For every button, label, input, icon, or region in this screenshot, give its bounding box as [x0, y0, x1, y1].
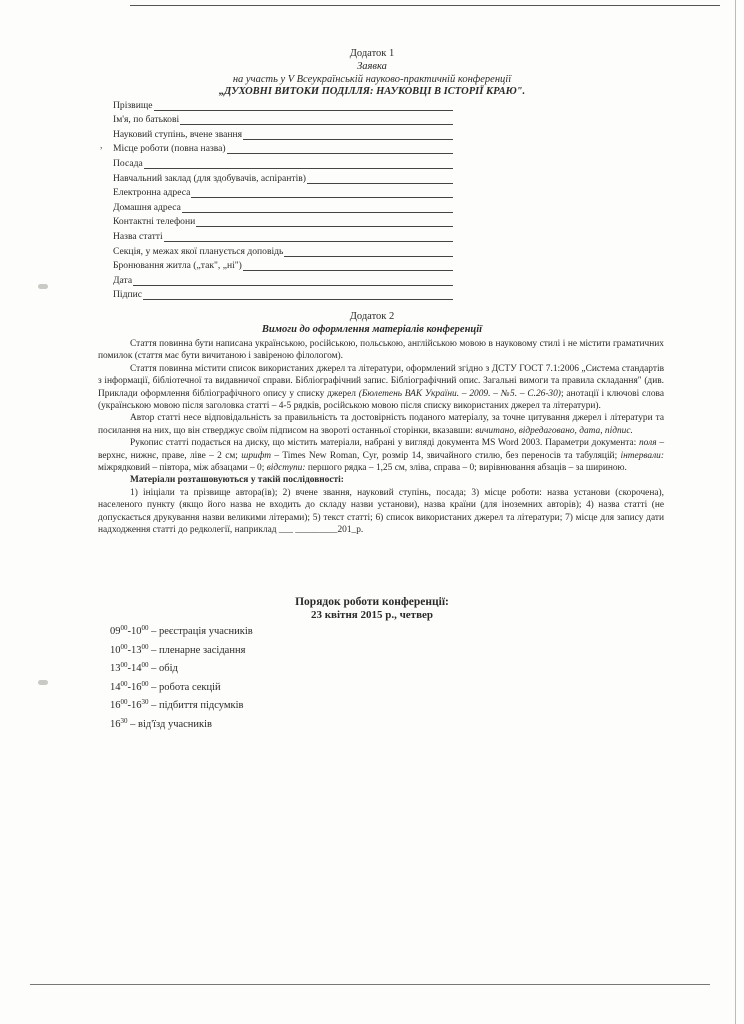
form-fill-line: [307, 174, 453, 184]
form-label: Посада: [113, 157, 143, 169]
form-fill-line: [182, 203, 453, 213]
time-hour: 16: [131, 700, 142, 712]
time-hour: 14: [110, 681, 121, 693]
form-row: [113, 242, 453, 257]
scan-mark: ,: [100, 140, 103, 151]
schedule-activity: – робота секцій: [148, 681, 221, 693]
schedule-activity: – підбиття підсумків: [148, 700, 244, 712]
punch-hole-mark: [38, 680, 48, 685]
schedule-item: $16^{00}-16^{30}$ – підбиття підсумків: [110, 698, 244, 712]
form-row: [113, 154, 453, 169]
form-row: [113, 198, 453, 213]
paragraph-text: Стаття повинна містити список використаних джерел та літератури, оформлений згідно з ДСТУ ГОСТ 7.1:2006 „Система стандартів з інформації, бібліотечної та видавничої справи. Бібліографічний запис. Бібліографічний опис. Загальні вимоги та правила складання" (див. Приклади оформлення бібліографічного опису у списку джерел: [98, 363, 664, 399]
time-hour: 09: [110, 626, 121, 637]
time-minutes: 00: [120, 624, 128, 632]
scan-top-edge: [130, 5, 720, 6]
form-label: Електронна адреса: [113, 187, 191, 199]
form-fill-line: [143, 290, 453, 300]
time-hour: 14: [131, 663, 142, 675]
form-label: Бронювання житла („так", „ні"): [113, 260, 242, 272]
time-hour: 16: [110, 700, 121, 712]
form-fill-line: [227, 144, 453, 154]
time-minutes: 00: [120, 642, 128, 651]
schedule-activity: – обід: [148, 663, 178, 675]
time-minutes: 00: [141, 661, 149, 670]
time-hour: 10: [131, 626, 142, 637]
form-label: Контактні телефони: [113, 216, 196, 228]
time-hour: 13: [110, 663, 121, 675]
form-label: Секція, у межах якої планується доповідь: [113, 245, 284, 257]
form-row: [113, 227, 453, 242]
form-fill-line: [164, 232, 453, 242]
time-minutes: 00: [120, 698, 128, 707]
form-label: Місце роботи (повна назва): [113, 143, 226, 155]
appendix1-title: Заявка: [357, 61, 387, 72]
form-fill-line: [133, 276, 453, 286]
form-row: [113, 111, 453, 126]
requirement-paragraph: [98, 437, 664, 474]
requirement-paragraph: [98, 412, 664, 437]
schedule-activity: – реєстрація учасників: [148, 626, 253, 637]
emphasis-text: шрифт: [241, 450, 272, 461]
time-hour: 16: [110, 718, 121, 730]
form-fill-line: [144, 159, 453, 169]
form-row: [113, 286, 453, 301]
time-minutes: 00: [141, 624, 149, 632]
appendix1-label: Додаток 1: [349, 48, 395, 59]
time-minutes: 00: [141, 642, 149, 651]
form-fill-line: [243, 261, 453, 271]
sequence-heading: Матеріали розташовуються у такій послідовності:: [130, 475, 344, 486]
requirement-paragraph: 1) ініціали та прізвище автора(ів); 2) вчене звання, науковий ступінь, посада; 3) місце роботи: назва установи (скорочена), населеного пункту (якщо його назва не входить до складу назви установи), назва країни (для іноземних авторів); 4) назва статті (не допускається друкування назви великими літерами); 5) текст статті; 6) список використаних джерел та літератури; 7) місце для запису дати надходження статті до редколегії, наприклад ___ _________201_р.: [98, 487, 664, 536]
form-row: [113, 125, 453, 140]
form-row: [113, 169, 453, 184]
paragraph-text: Автор статті несе відповідальність за правильність та достовірність поданого матеріалу, за точне цитування джерел і літератури та посилання на них, що він стверджує своїм підписом на звороті останньої сторінки, вказавши:: [98, 413, 664, 436]
schedule-title: Порядок роботи конференції:: [295, 596, 449, 608]
form-fill-line: [180, 115, 453, 125]
form-label: Підпис: [113, 289, 143, 301]
time-minutes: 00: [120, 679, 128, 688]
requirement-paragraph: [98, 363, 664, 413]
form-label: Домашня адреса: [113, 201, 181, 213]
punch-hole-mark: [38, 284, 48, 289]
form-fill-line: [191, 188, 453, 198]
form-fill-line: [243, 130, 453, 140]
schedule-date: 23 квітня 2015 р., четвер: [310, 609, 434, 621]
schedule-list: [110, 621, 253, 733]
form-label: Прізвище: [113, 99, 153, 111]
requirement-paragraph: Стаття повинна бути написана українською, російською, польською, англійською мовою в науковому стилі і не містити граматичних помилок (стаття має бути вичитаною і завіреною філологом).: [98, 339, 664, 362]
form-label: Дата: [113, 274, 133, 286]
form-row: [113, 213, 453, 228]
paragraph-text: Рукопис статті подається на диску, що містить матеріали, набрані у вигляді документа MS Word 2003. Параметри документа:: [130, 438, 639, 449]
emphasis-text: вичитано, відредаговано, дата, підпис.: [475, 425, 633, 436]
paragraph-text: ; анотації і ключові слова (українською мовою після заголовка статті – 4-5 рядків, російською мовою після списку використаних джерел та літератури).: [98, 388, 664, 412]
requirements-text: [98, 338, 664, 537]
schedule-item: $09^{00}-10^{00}$ – реєстрація учасників: [110, 624, 253, 637]
appendix1-subtitle: на участь у V Всеукраїнській науково-практичній конференції: [232, 74, 512, 85]
form-fill-line: [284, 247, 453, 257]
time-hour: 13: [131, 644, 142, 656]
schedule-activity: – пленарне засідання: [148, 644, 246, 656]
emphasis-text: поля: [638, 438, 657, 449]
scan-bottom-edge: [30, 984, 710, 985]
scan-right-edge: [735, 0, 736, 1024]
form-row: [113, 271, 453, 286]
schedule-item: $13^{00}-14^{00}$ – обід: [110, 661, 178, 675]
appendix2-label: Додаток 2: [349, 311, 395, 322]
form-label: Навчальний заклад (для здобувачів, аспірантів): [113, 172, 306, 184]
form-row: [113, 96, 453, 111]
paragraph-text: міжрядковий – півтора, між абзацами – 0;: [98, 463, 267, 474]
form-label: Назва статті: [113, 230, 163, 242]
application-form: [113, 96, 453, 300]
form-row: [113, 140, 453, 155]
emphasis-text: відступи:: [266, 463, 306, 474]
paragraph-text: – Times New Roman, Cyr, розмір 14, звичайного стилю, без переносів та табуляцій;: [271, 450, 621, 461]
time-minutes: 00: [120, 661, 128, 670]
form-row: [113, 257, 453, 272]
paragraph-text: першого рядка – 1,25 см, зліва, справа – 0; вирівнювання абзаців – за шириною.: [305, 463, 627, 474]
form-fill-line: [154, 101, 454, 111]
time-minutes: 30: [120, 716, 128, 725]
citation-text: (Бюлетень ВАК України. – 2009. – №5. – С.26-30): [358, 388, 561, 399]
schedule-activity: – від'їзд учасників: [127, 718, 213, 730]
time-hour: 10: [110, 644, 121, 656]
form-row: [113, 184, 453, 199]
time-hour: 16: [131, 681, 142, 693]
form-label: Науковий ступінь, вчене звання: [113, 128, 243, 140]
paragraph-text: – верхнє, нижнє, праве, ліве – 2 см;: [98, 438, 665, 461]
form-label: Ім'я, по батькові: [113, 114, 180, 126]
form-fill-line: [196, 217, 453, 227]
conference-name: „ДУХОВНІ ВИТОКИ ПОДІЛЛЯ: НАУКОВЦІ В ІСТОРІЇ КРАЮ".: [218, 86, 526, 97]
schedule-item: $10^{00}-13^{00}$ – пленарне засідання: [110, 642, 246, 656]
appendix2-title: Вимоги до оформлення матеріалів конференції: [261, 324, 483, 335]
time-minutes: 00: [141, 679, 149, 688]
requirement-paragraph: [98, 474, 664, 486]
emphasis-text: інтервали:: [620, 450, 664, 461]
time-minutes: 30: [141, 698, 149, 707]
schedule-item: [110, 714, 253, 733]
schedule-item: $14^{00}-16^{00}$ – робота секцій: [110, 679, 221, 693]
